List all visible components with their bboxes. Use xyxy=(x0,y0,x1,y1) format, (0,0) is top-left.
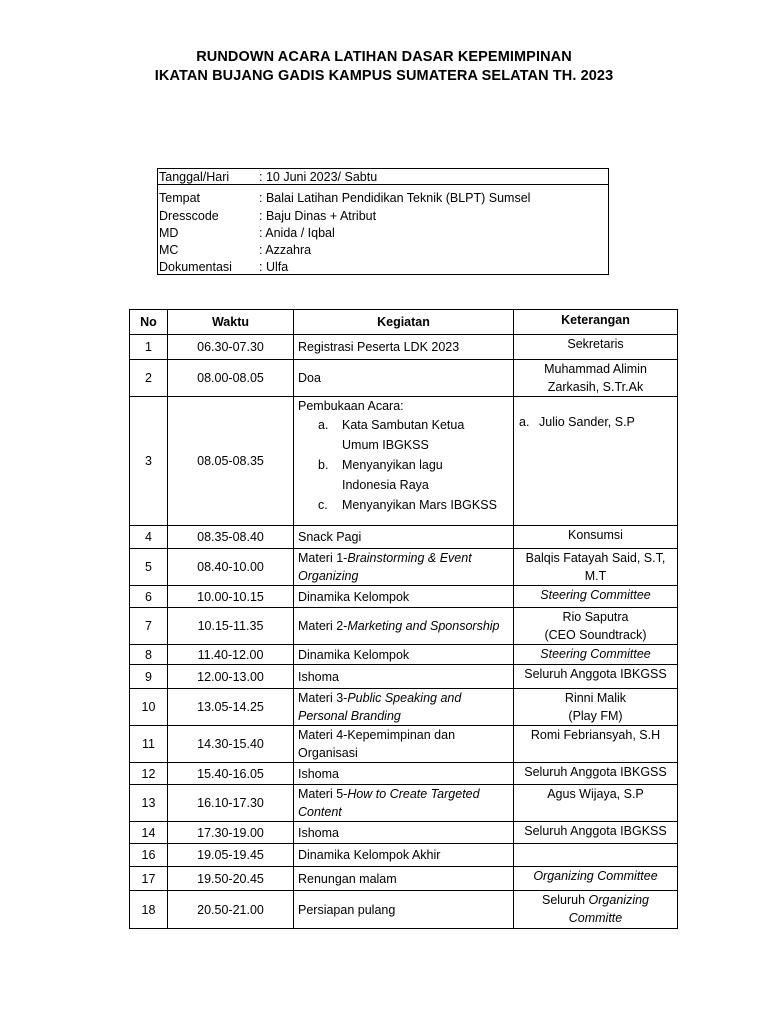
info-row-mc xyxy=(158,241,608,259)
subitem xyxy=(318,415,509,455)
subitem-marker: b. xyxy=(318,458,329,472)
subitem-marker: a. xyxy=(318,418,329,432)
cell-no: 16 xyxy=(130,844,168,867)
cell-time: 19.50-20.45 xyxy=(168,867,294,891)
table-row xyxy=(130,822,678,844)
subitem xyxy=(318,455,509,495)
cell-activity: Dinamika Kelompok Akhir xyxy=(294,844,514,867)
cell-time: 20.50-21.00 xyxy=(168,891,294,929)
cell-time: 11.40-12.00 xyxy=(168,645,294,665)
subitem-line: Kata Sambutan Ketua xyxy=(342,418,465,432)
cell-no: 7 xyxy=(130,608,168,645)
document-title-line-2: IKATAN BUJANG GADIS KAMPUS SUMATERA SELATAN TH. 2023 xyxy=(154,68,614,84)
cell-time: 06.30-07.30 xyxy=(168,335,294,360)
cell-note: Seluruh Anggota IBKGSS xyxy=(514,665,678,689)
cell-note: Organizing Committee xyxy=(514,867,678,891)
cell-no: 11 xyxy=(130,726,168,763)
cell-note xyxy=(514,844,678,867)
table-row xyxy=(130,867,678,891)
table-row xyxy=(130,549,678,586)
cell-no: 1 xyxy=(130,335,168,360)
info-row-place xyxy=(158,189,608,207)
activity-topic: Public Speaking and Personal Branding xyxy=(298,691,462,723)
activity-prefix: Materi 3- xyxy=(298,691,348,705)
cell-note xyxy=(514,608,678,645)
note-line: Zarkasih, S.Tr.Ak xyxy=(547,380,644,394)
info-label: MC xyxy=(159,243,179,257)
table-row xyxy=(130,526,678,549)
note-italic: Committe xyxy=(568,911,623,925)
info-value: : Baju Dinas + Atribut xyxy=(259,209,377,223)
rundown-table xyxy=(129,309,678,929)
table-row xyxy=(130,665,678,689)
cell-note: Steering Committee xyxy=(514,645,678,665)
cell-no: 3 xyxy=(130,397,168,526)
table-row xyxy=(130,645,678,665)
header-time: Waktu xyxy=(168,310,294,335)
cell-time: 10.15-11.35 xyxy=(168,608,294,645)
cell-note xyxy=(514,397,678,526)
cell-time: 08.00-08.05 xyxy=(168,360,294,397)
cell-activity: Materi 4-Kepemimpinan dan Organisasi xyxy=(294,726,514,763)
cell-note: Agus Wijaya, S.P xyxy=(514,785,678,822)
activity-prefix: Materi 5- xyxy=(298,787,348,801)
activity-prefix: Materi 2- xyxy=(298,619,348,633)
note-italic: Organizing xyxy=(588,893,649,907)
activity-topic: How to Create Targeted Content xyxy=(298,787,480,819)
cell-time: 08.40-10.00 xyxy=(168,549,294,586)
cell-time: 13.05-14.25 xyxy=(168,689,294,726)
note-text: Julio Sander, S.P xyxy=(539,415,635,429)
note-line: Rio Saputra xyxy=(562,610,629,624)
header-no: No xyxy=(130,310,168,335)
info-label: Tanggal/Hari xyxy=(159,170,230,184)
cell-time: 08.35-08.40 xyxy=(168,526,294,549)
subitem xyxy=(318,495,509,515)
note-marker: a. xyxy=(519,415,530,429)
note-line: Balqis Fatayah Said, S.T, xyxy=(525,551,666,565)
subitem-line: Umum IBGKSS xyxy=(342,438,429,452)
cell-no: 18 xyxy=(130,891,168,929)
cell-note: Seluruh Anggota IBKGSS xyxy=(514,763,678,785)
table-row xyxy=(130,397,678,526)
cell-activity: Ishoma xyxy=(294,763,514,785)
cell-no: 12 xyxy=(130,763,168,785)
info-label: MD xyxy=(159,226,179,240)
cell-activity: Snack Pagi xyxy=(294,526,514,549)
event-info-box xyxy=(157,168,609,275)
cell-activity: Doa xyxy=(294,360,514,397)
document-title-line-1: RUNDOWN ACARA LATIHAN DASAR KEPEMIMPINAN xyxy=(196,49,572,65)
cell-no: 4 xyxy=(130,526,168,549)
subitem-text: Menyanyikan Mars IBGKSS xyxy=(342,498,497,512)
info-label: Tempat xyxy=(159,191,200,205)
note-line: (CEO Soundtrack) xyxy=(544,628,647,642)
info-divider xyxy=(158,184,608,185)
cell-time: 17.30-19.00 xyxy=(168,822,294,844)
cell-activity xyxy=(294,549,514,586)
note-prefix: Seluruh xyxy=(541,893,589,907)
cell-activity: Renungan malam xyxy=(294,867,514,891)
cell-activity: Dinamika Kelompok xyxy=(294,586,514,608)
cell-activity: Ishoma xyxy=(294,822,514,844)
cell-activity: Persiapan pulang xyxy=(294,891,514,929)
info-label: Dresscode xyxy=(159,209,219,223)
cell-activity: Dinamika Kelompok xyxy=(294,645,514,665)
info-row-md xyxy=(158,224,608,242)
cell-note: Sekretaris xyxy=(514,335,678,360)
table-row xyxy=(130,608,678,645)
subitem-text xyxy=(342,415,464,455)
info-row-documentation xyxy=(158,258,608,276)
cell-activity xyxy=(294,785,514,822)
subitem-text xyxy=(342,455,443,495)
cell-time: 19.05-19.45 xyxy=(168,844,294,867)
info-value: : 10 Juni 2023/ Sabtu xyxy=(259,170,378,184)
cell-no: 14 xyxy=(130,822,168,844)
cell-no: 8 xyxy=(130,645,168,665)
table-row xyxy=(130,785,678,822)
table-row xyxy=(130,763,678,785)
cell-time: 14.30-15.40 xyxy=(168,726,294,763)
cell-note: Romi Febriansyah, S.H xyxy=(514,726,678,763)
cell-activity xyxy=(294,608,514,645)
cell-time: 08.05-08.35 xyxy=(168,397,294,526)
info-label: Dokumentasi xyxy=(159,260,232,274)
info-value: : Anida / Iqbal xyxy=(259,226,335,240)
info-row-dresscode xyxy=(158,207,608,225)
note-line: (Play FM) xyxy=(568,709,623,723)
table-row xyxy=(130,586,678,608)
cell-activity: Ishoma xyxy=(294,665,514,689)
table-row xyxy=(130,689,678,726)
cell-no: 6 xyxy=(130,586,168,608)
cell-no: 9 xyxy=(130,665,168,689)
cell-time: 10.00-10.15 xyxy=(168,586,294,608)
subitem-line: Indonesia Raya xyxy=(342,478,429,492)
table-row xyxy=(130,360,678,397)
activity-prefix: Materi 1- xyxy=(298,551,348,565)
cell-note xyxy=(514,891,678,929)
activity-heading: Pembukaan Acara: xyxy=(298,399,404,413)
cell-note xyxy=(514,549,678,586)
cell-note: Seluruh Anggota IBGKSS xyxy=(514,822,678,844)
cell-note xyxy=(514,360,678,397)
activity-subitems xyxy=(298,415,509,515)
cell-no: 13 xyxy=(130,785,168,822)
header-note: Keterangan xyxy=(514,310,678,335)
cell-no: 10 xyxy=(130,689,168,726)
cell-note: Konsumsi xyxy=(514,526,678,549)
cell-activity: Registrasi Peserta LDK 2023 xyxy=(294,335,514,360)
activity-topic: Brainstorming & Event Organizing xyxy=(298,551,472,583)
table-row xyxy=(130,726,678,763)
cell-note xyxy=(514,689,678,726)
cell-time: 16.10-17.30 xyxy=(168,785,294,822)
note-line: Rinni Malik xyxy=(564,691,627,705)
header-activity: Kegiatan xyxy=(294,310,514,335)
cell-note: Steering Committee xyxy=(514,586,678,608)
subitem-line: Menyanyikan lagu xyxy=(342,458,443,472)
table-header-row xyxy=(130,310,678,335)
cell-no: 2 xyxy=(130,360,168,397)
note-line: Muhammad Alimin xyxy=(544,362,647,376)
cell-activity xyxy=(294,689,514,726)
cell-time: 12.00-13.00 xyxy=(168,665,294,689)
info-value: : Balai Latihan Pendidikan Teknik (BLPT) Sumsel xyxy=(259,191,531,205)
activity-topic: Marketing and Sponsorship xyxy=(347,619,500,633)
table-row xyxy=(130,844,678,867)
subitem-marker: c. xyxy=(318,498,328,512)
cell-time: 15.40-16.05 xyxy=(168,763,294,785)
info-value: : Ulfa xyxy=(259,260,289,274)
cell-activity xyxy=(294,397,514,526)
cell-no: 17 xyxy=(130,867,168,891)
note-line: M.T xyxy=(584,569,607,583)
table-row xyxy=(130,891,678,929)
table-row xyxy=(130,335,678,360)
cell-no: 5 xyxy=(130,549,168,586)
info-value: : Azzahra xyxy=(259,243,312,257)
